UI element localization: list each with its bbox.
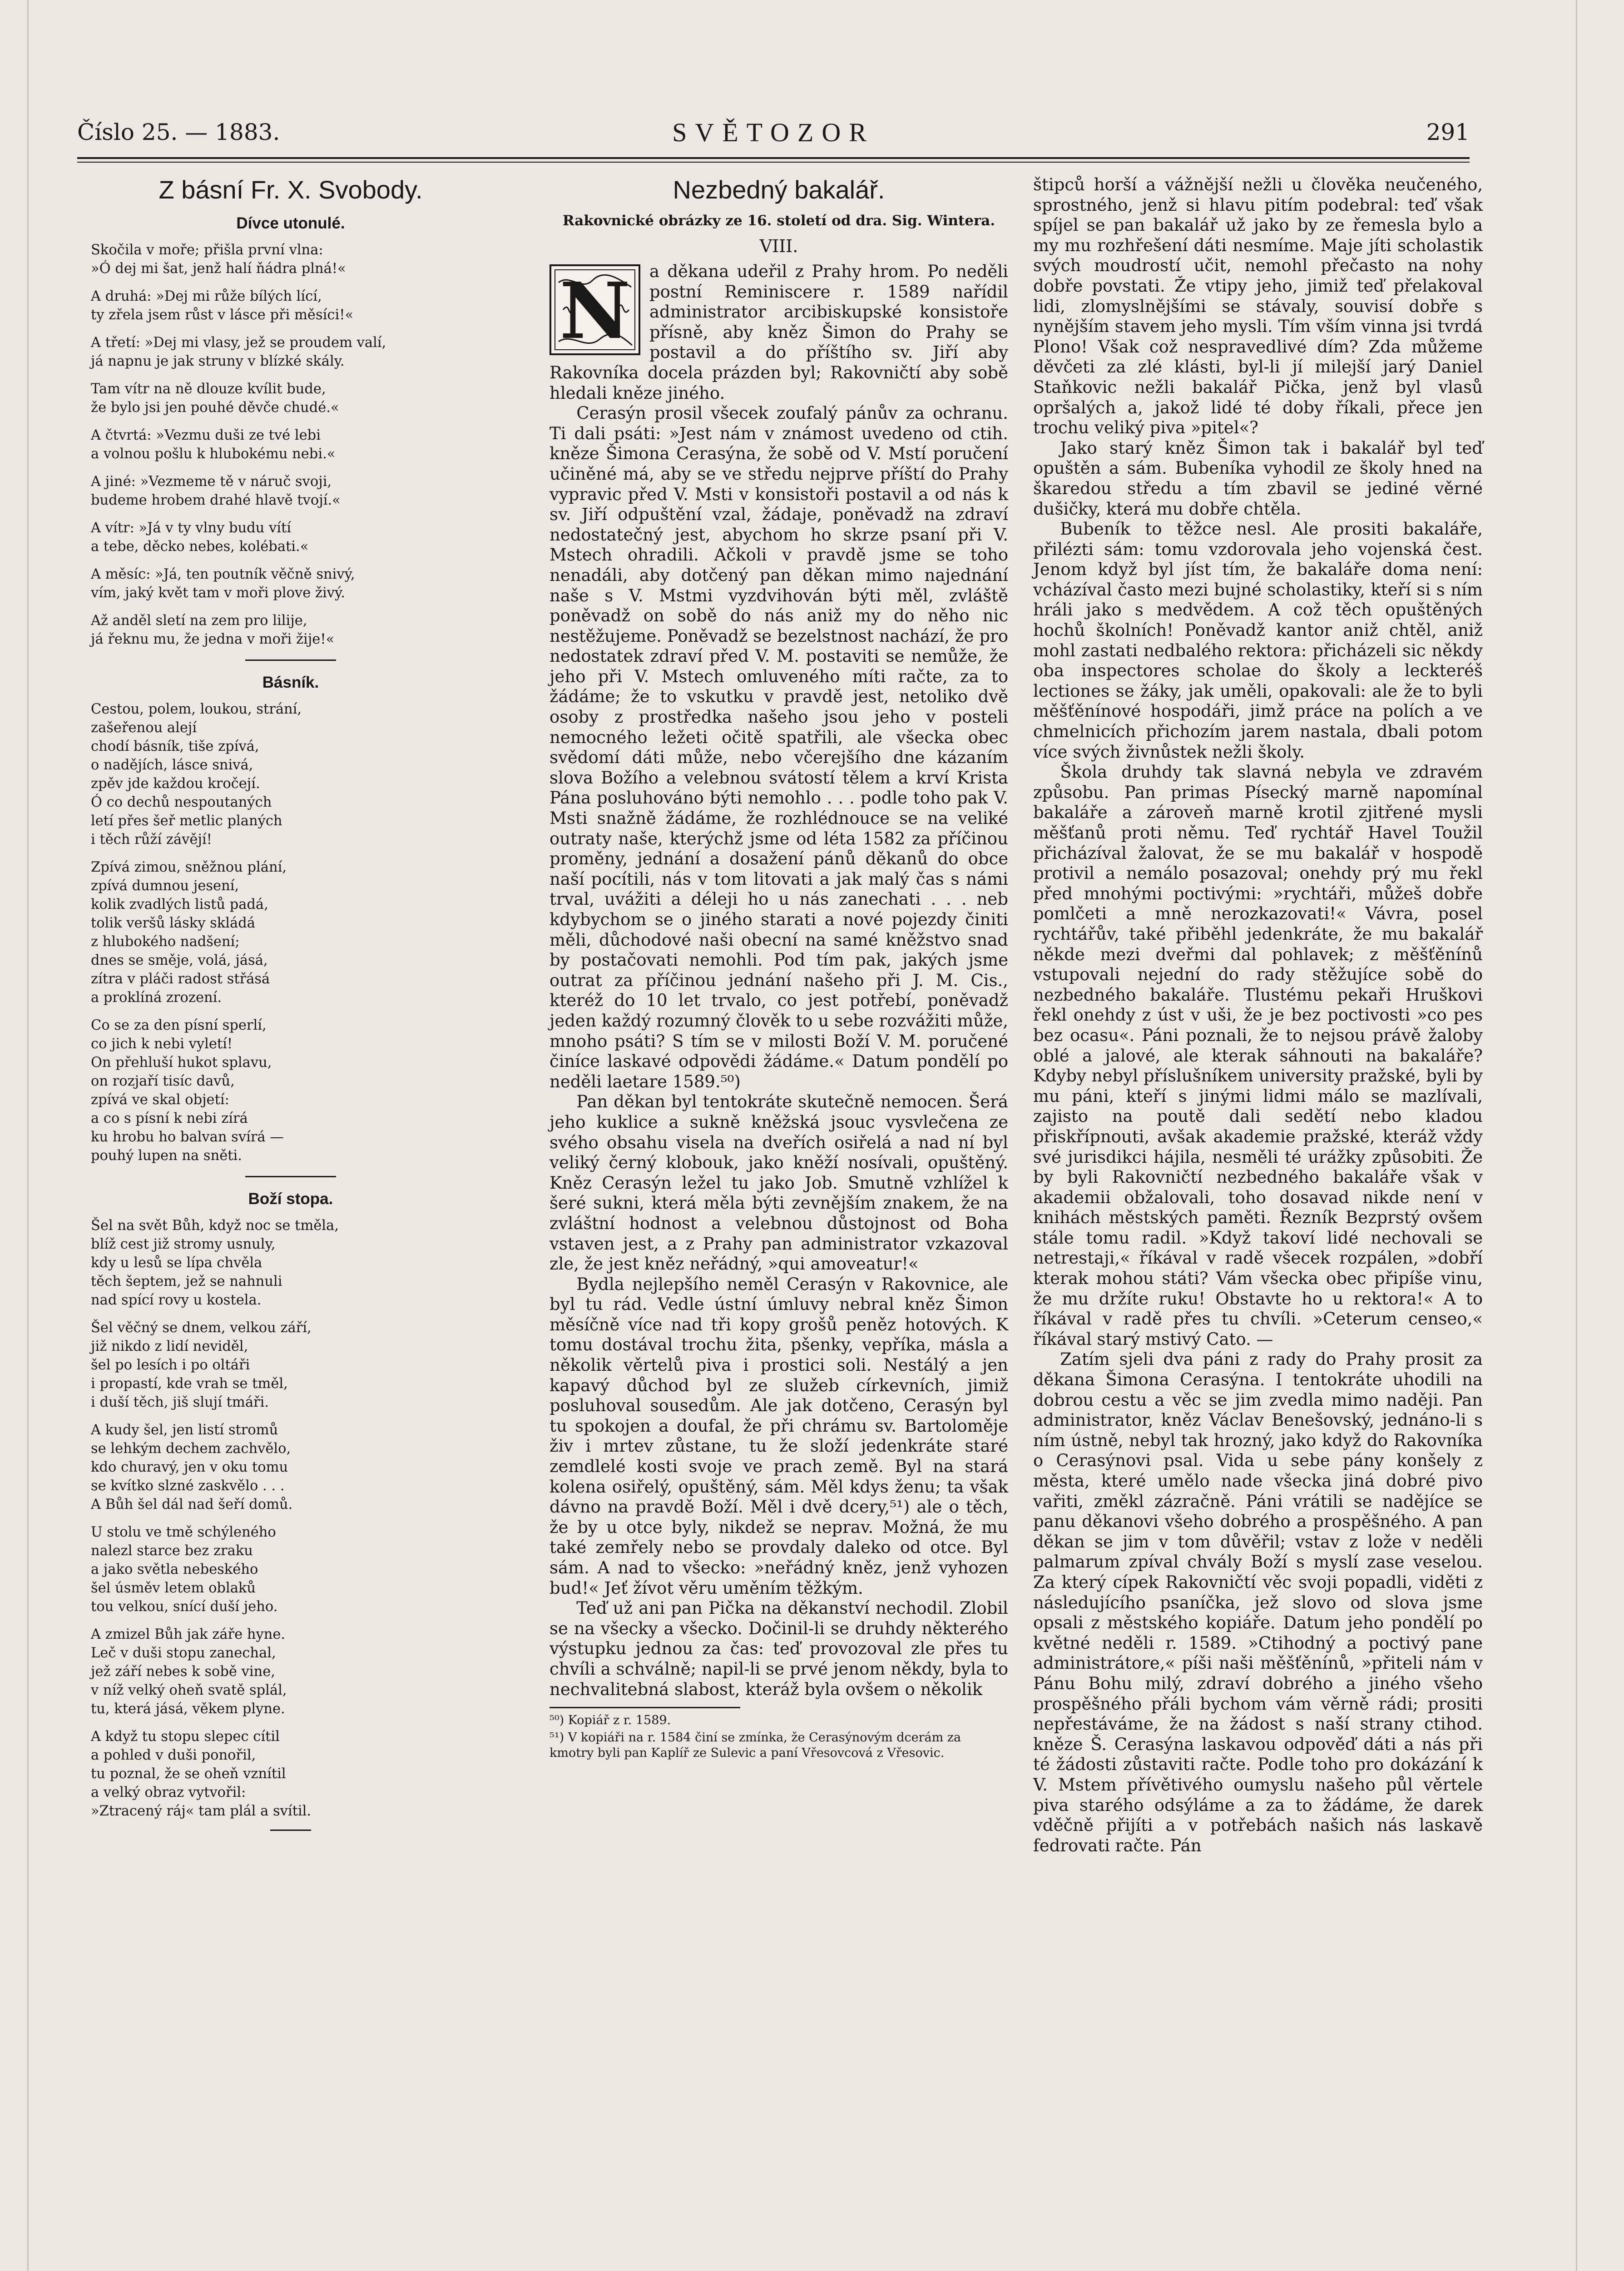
paragraph: Jako starý kněz Šimon tak i bakalář byl teď opuštěn a sám. Bubeníka vyhodil ze školy hned na škaredou středu a tím zbavil se jediné věrné dušičky, která mu dobře chtěla.	[1033, 438, 1483, 519]
magazine-title: SVĚTOZOR	[672, 118, 875, 147]
poem-stanza	[91, 519, 490, 556]
poem-line: On přehluší hukot splavu,	[91, 1055, 272, 1071]
paragraph: a děkana udeřil z Prahy hrom. Po neděli postní Reminiscere r. 1589 nařídil administrator arcibiskupské konsistoře přísně, aby kněz Šimon do Prahy se postavil a do příštího sv. Jiří aby Rakovníka docela prázden byl; Rakovničtí aby sobě hledali kněze jiného.	[550, 262, 1008, 403]
story-text	[550, 262, 1008, 1700]
poem-stanza	[91, 1625, 490, 1718]
poem-line: pouhý lupen na sněti.	[91, 1148, 242, 1164]
poem-title: Dívce utonulé.	[236, 214, 345, 232]
poem-line: blíž cest již stromy usnuly,	[91, 1236, 276, 1252]
poem-line: ty zřela jsem růst v lásce při měsíci!«	[91, 307, 354, 323]
page-header	[77, 119, 1470, 155]
poem-line: Skočila v moře; přišla první vlna:	[91, 242, 323, 258]
poem-line: »Ó dej mi šat, jenž halí ňádra plná!«	[91, 261, 346, 277]
poem-line: A vítr: »Já v ty vlny budu vítí	[91, 520, 291, 536]
story-text-continued	[1033, 175, 1483, 1856]
poem-line: tu poznal, že se oheň vznítil	[91, 1766, 286, 1782]
poem-line: Zpívá zimou, sněžnou plání,	[91, 859, 287, 875]
footnote: ⁵⁰) Kopiář z r. 1589.	[550, 1713, 671, 1728]
poem-stanza	[91, 565, 490, 602]
poem-line: A čtvrtá: »Vezmu duši ze tvé lebi	[91, 427, 321, 443]
poem-line: A jiné: »Vezmeme tě v náruč svoji,	[91, 474, 332, 490]
column-story-continued	[1033, 175, 1483, 1856]
poem-line: Co se za den písní sperlí,	[91, 1017, 267, 1033]
poem-line: Šel věčný se dnem, velkou září,	[91, 1320, 312, 1336]
scan-edge-left	[27, 0, 29, 2271]
paragraph: Bubeník to těžce nesl. Ale prositi bakaláře, přilézti sám: tomu vzdorovala jeho vojenská čest. Jenom když byl jíst tím, že bakaláře doma není: vcházíval často mezi bujné scholastiky, kteří si s ním hráli jako s medvědem. A což těch opuštěných hochů školních! Poněvadž kantor aniž chtěl, aniž mohl zastati nedbalého rektora: přicházeli sic někdy oba inspectores scholae do školy a leckteréš lectiones se žáky, jak uměli, opakovali: ale že to byli měšťěnínové hospodáři, jimž práce na polích a ve chmelnicích přichozím jarem nastala, dbali potom více svých živnůstek nežli školy.	[1033, 519, 1483, 762]
poem-line: tolik veršů lásky skládá	[91, 915, 255, 931]
header-rule-bottom	[77, 162, 1470, 163]
poem-line: chodí básník, tiše zpívá,	[91, 739, 259, 754]
poem-stanza	[91, 241, 490, 278]
paragraph: Zatím sjeli dva páni z rady do Prahy prosit za děkana Šimona Cerasýna. I tentokráte uhodili na dobrou cestu a věc se jim zvedla mimo naději. Pan administrator, kněz Václav Benešovský, jednáno-li s ním ústně, nebyl tak hrozný, jako když do Rakovníka o Cerasýnovi psal. Vida u sebe pány konšely z města, které umělo nade všecka jiná dobré pivo vařiti, změkl zázračně. Páni vrátili se nadějíce se panu děkanovi všeho dobrého a prospěšného. A pan děkan se jim v tom důvěřil; vstav z lože v neděli palmarum zpíval chvály Boží s myslí zase veselou. Za který cípek Rakovničtí věc svoji popadli, viděti z následujícího psaníčka, jež slovo od slova jsme opsali z městského kopiáře. Datum jeho pondělí po květné neděli r. 1589. »Ctihodný a poctivý pane administrátore,« píši naši měšťěnínů, »přiteli nám v Pánu Bohu milý, zdraví dobrého a jiného všeho prospěšného přáli bychom vám věrně rádi; prositi nepřestáváme, že na žádost s naší strany ctihod. kněze Š. Cerasýna laskavou odpověď dáti a nás při té žádosti zůstaviti račte. Podle toho pro dokázání k V. Mstem přívětivého oumyslu našeho půl věrtele piva starého odsýláme a za to žádáme, že darek vděčně přijíti a v potřebách našich nás laskavě fedrovati račte. Pán	[1033, 1349, 1483, 1855]
poem-line: Tam vítr na ně dlouze kvílit bude,	[91, 381, 326, 397]
column-poems	[91, 175, 490, 1844]
footnote: ⁵¹) V kopiáři na r. 1584 činí se zmínka, že Cerasýnovým dcerám za kmotry byli pan Kaplíř ze Sulevic a paní Vřesovcová z Vřesovic.	[550, 1731, 961, 1760]
poem-line: se kvítko slzné zaskvělo . . .	[91, 1478, 285, 1494]
poem-title: Básník.	[262, 674, 319, 691]
poem-line: já napnu je jak struny v blízké skály.	[91, 353, 345, 369]
poem-stanza	[91, 611, 490, 649]
poem-line: kolik zvadlých listů padá,	[91, 897, 268, 912]
poem-line: »Ztracený ráj« tam plál a svítil.	[91, 1803, 312, 1819]
poem-line: a pohled v duši ponořil,	[91, 1747, 256, 1763]
poem-line: co jich k nebi vyletí!	[91, 1036, 233, 1052]
poem-stanza	[91, 1216, 490, 1309]
issue-number: Číslo 25. — 1883.	[77, 119, 280, 145]
poem-line: Šel na svět Bůh, když noc se tměla,	[91, 1218, 339, 1234]
paragraph: Bydla nejlepšího neměl Cerasýn v Rakovnice, ale byl tu rád. Vedle ústní úmluvy nebral kněz Šimon měsíčně více nad tři kopy grošů peněz hotových. K tomu dostával trochu žita, pšenky, vepříka, másla a několik věrtelů piva i prostici soli. Nestálý a jen kapavý důchod byl ze služeb církevních, jimiž posluhoval sousedům. Ale jak dotčeno, Cerasýn byl tu spokojen a doufal, že při chrámu sv. Bartoloměje živ i mrtev zůstane, tu že složí jedenkráte staré zemdlelé kosti svoje ve prach země. Byl na stará kolena osiřelý, opuštěný, sám. Měl kdys ženu; ta však dávno na pravdě Boží. Měl i dvě dcery,⁵¹) ale o těch, že by u otce byly, nikdež se neprav. Možná, že mu také zemřely nebo se provdaly daleko od otce. Byl sám. A nad to všecko: »neřádný kněz, jenž vyhozen bud!« Jeť žívot věru uměním těžkým.	[550, 1274, 1008, 1598]
poem-line: A zmizel Bůh jak záře hyne.	[91, 1626, 286, 1642]
poem-line: z hlubokého nadšení;	[91, 934, 240, 950]
poem-stanza	[91, 1421, 490, 1514]
poems-container	[91, 214, 490, 1831]
poem-line: Ó co dechů nespoutaných	[91, 794, 272, 810]
poem-line: letí přes šeř metlic planých	[91, 813, 282, 829]
poem-line: A měsíc: »Já, ten poutník věčně snivý,	[91, 566, 355, 582]
dropcap-ornament	[550, 264, 640, 355]
poem-line: A třetí: »Dej mi vlasy, jež se proudem valí,	[91, 335, 386, 351]
story-subtitle: Rakovnické obrázky ze 16. století od dra. Sig. Wintera.	[562, 213, 995, 229]
paragraph: Škola druhdy tak slavná nebyla ve zdravém způsobu. Pan primas Písecký marně napomínal bakaláře a zároveň marně krotil zjitřené mysli měšťanů proti němu. Teď rychtář Havel Toužil přicházíval žalovat, že se mu bakalář v hospodě protivil a nemálo posazoval; onehdy prý mu řekl před mnohými poctivými: »rychtáři, můžeš dobře pomlčeti a mně nerozkazovati!« Vávra, posel rychtářův, také přiběhl jedenkráte, že mu bakalář někde mezi dveřmi dal pohlavek; z měšťěnínů vstupovali nejední do rady stěžujíce sobě do nezbedného bakaláře. Tlustému pekaři Hruškovi řekl onehdy z úst v uši, že je bez poctivosti »co pes bez ocasu«. Páni poznali, že to nejsou právě žaloby oblé a jalové, ale kterak sáhnouti na bakaláře? Kdyby nebyl příslušníkem university pražské, byli by mu páni, kteří s jinými lidmi málo se mazlívali, zajisto na poutě dali sedětí nebo kladou přiskřípnouti, avšak akademie pražské, kteráž vždy své jurisdikci hájila, nesměli té urážky způsobiti. Že by byli Rakovničtí nezbedného bakaláře však v akademii obžalovali, toho dosavad nikde není v knihách městských paměti. Řezník Bezprstý ovšem stále tomu radil. »Když takoví lidé nechovali se netrestaji,« říkával v radě všecek rozpálen, »dobří kterak mohou státi? Vám všecka obec připíše vinu, že mu držíte ruku! Obstavte ho u rektora!« A to říkával v radě přes tu chvíli. »Ceterum censeo,« říkával starý mstivý Cato. —	[1033, 762, 1483, 1349]
poem-line: A když tu stopu slepec cítil	[91, 1729, 280, 1745]
poem-stanza	[91, 380, 490, 417]
poem-line: již nikdo z lidí neviděl,	[91, 1339, 248, 1354]
footnote-rule	[550, 1707, 740, 1713]
scan-edge-right	[1576, 0, 1577, 2271]
poem-line: nalezl starce bez zraku	[91, 1543, 253, 1559]
poem-line: tu, která jásá, věkem plyne.	[91, 1701, 285, 1717]
poem-line: kdo churavý, jen v oku tomu	[91, 1459, 288, 1475]
poem-line: zašeřenou alejí	[91, 720, 197, 736]
paragraph: Teď už ani pan Pička na děkanství nechodil. Zlobil se na všecky a všecko. Dočinil-li se druhdy některého výstupku jednou za čas: teď provozoval zle přes tu chvíli a schválně; napil-li se prvé jenom někdy, byla to nechvalitebná slabost, kteráž byla ovšem o několik	[550, 1598, 1008, 1699]
poem-line: kdy u lesů se lípa chvěla	[91, 1255, 262, 1271]
poem-line: U stolu ve tmě schýleného	[91, 1524, 276, 1540]
header-rule-top	[77, 157, 1470, 159]
poem-line: ku hrobu ho balvan svírá —	[91, 1129, 284, 1145]
poem-line: zpívá dumnou jesení,	[91, 878, 239, 894]
poem-stanza	[91, 426, 490, 463]
paragraph: Cerasýn prosil všecek zoufalý pánův za ochranu. Ti dali psáti: »Jest nám v známost uvedeno od ctih. kněze Šimona Cerasýna, že sobě od V. Mstí poručení učiněné má, aby se ve středu nejprve příští do Prahy vypravic před V. Msti v konsistoři postavil a od nás k sv. Jiří odpuštění vzal, žádaje, poněvadž na zdraví nedostatečný jest, abychom ho skrze psaní při V. Mstech ohradili. Ačkoli v pravdě jsme se toho nenadáli, aby dotčený pan děkan mimo najednání naše s V. Mstmi vyzdvihován býti měl, zvláště poněvadž on sobě do nás aniž my do něho nic nestěžujeme. Poněvadž se bezelstnost nachází, že pro nedostatek zdraví před V. M. postaviti se nemůže, že jeho při V. Mstech omluveného míti račte, za to žádáme; že to vskutku v pravdě jest, netoliko dvě osoby z prostředka našeho jsou jeho v posteli nemocného ležeti očitě spatřili, ale všecka obec svědomí dáti může, nebo včerejšího dne kázaním slova Božího a velebnou svátostí tělem a krví Krista Pána posluhováno býti nemohlo . . . podle toho pak V. Msti snažně žádáme, že rozhlédnouce se na veliké outraty naše, kterýchž jsme od léta 1582 za příčinou proměny, jednání a dosažení pánů děkanů do obce naší pocítili, nás v tom litovati a jak malý čas s námi trval, uvážiti a déleji ho u nás zanechati . . . neb kdybychom se o jiného starati a nové pojezdy činiti měli, důchodové naši obecní na samé kněžstvo snad by postačovati nemohli. Pod tím pak, jakých jsme outrat za příčinou jednání našeho při J. M. Cis., kteréž do 10 let trvalo, co jest potřebí, poněvadž jeden každý rozumný člověk to u sebe rozvážiti může, mnoho psáti? S tím se v milosti Boží V. M. poručené činíce laskavé odpovědi žádáme.« Datum pondělí po neděli laetare 1589.⁵⁰)	[550, 403, 1008, 1091]
poem-line: se lehkým dechem zachvělo,	[91, 1441, 291, 1457]
poem-stanza	[91, 858, 490, 1007]
poem-title: Boží stopa.	[248, 1190, 333, 1208]
poems-section-title: Z básní Fr. X. Svobody.	[158, 175, 423, 204]
poem-line: Leč v duši stopu zanechal,	[91, 1645, 276, 1661]
poem-line: já řeknu mu, že jedna v moři žije!«	[91, 631, 335, 647]
poem-line: A Bůh šel dál nad šeří domů.	[91, 1497, 293, 1512]
poem-line: šel po lesích i po oltáři	[91, 1357, 250, 1373]
section-divider	[245, 1176, 336, 1177]
poem-line: Cestou, polem, loukou, strání,	[91, 701, 302, 717]
poem-line: že bylo jsi jen pouhé děvče chudé.«	[91, 400, 339, 416]
poem-stanza	[91, 1523, 490, 1616]
poem-line: a proklíná zrození.	[91, 990, 222, 1006]
poem-line: zpívá ve skal objetí:	[91, 1092, 229, 1108]
poem-stanza	[91, 1727, 490, 1820]
page-number: 291	[1426, 119, 1470, 145]
poem-line: zpěv jde každou kročejí.	[91, 776, 260, 792]
poem-line: těch šeptem, jež se nahnuli	[91, 1274, 282, 1289]
poem-line: i duší těch, jiš slují tmáři.	[91, 1394, 269, 1410]
poem-stanza	[91, 1319, 490, 1412]
poem-line: jež září nebes k sobě vine,	[91, 1664, 276, 1680]
poem-line: budeme hrobem drahé hlavě tvojí.«	[91, 492, 341, 508]
poem-line: i těch růží závějí!	[91, 832, 212, 848]
section-divider	[245, 659, 336, 661]
poem-line: i propastí, kde vrah se tměl,	[91, 1376, 288, 1392]
paragraph: Pan děkan byl tentokráte skutečně nemocen. Šerá jeho kuklice a sukně kněžská jsouc vysvlečena ze svého obsahu visela na dveřích osiřelá a nad ní byl veliký černý klobouk, jako kněží nosívali, opuštěný. Kněz Cerasýn ležel tu jako Job. Smutně vzhlížel k šeré sukni, která měla býti zevnějším znakem, že na zvláštní hodnost a velebnou důstojnost od Boha vstaven jest, a z Prahy pan administrator vzkazoval zle, že jest kněz neřádný, »qui amoveatur!«	[550, 1092, 1008, 1274]
poem-line: o nadějích, lásce snivá,	[91, 757, 253, 773]
column-story-start	[550, 175, 1008, 1763]
poem-stanza	[91, 333, 490, 371]
poem-line: A kudy šel, jen listí stromů	[91, 1422, 278, 1438]
chapter-number: VIII.	[759, 236, 798, 256]
poem-stanza	[91, 1016, 490, 1165]
svg-text:N: N	[559, 266, 630, 355]
poem-line: vím, jaký květ tam v moři plove živý.	[91, 585, 345, 601]
story-title: Nezbedný bakalář.	[673, 175, 885, 204]
poem-line: nad spící rovy u kostela.	[91, 1292, 262, 1308]
footnotes	[550, 1713, 1008, 1761]
poem-line: a co s písní k nebi zírá	[91, 1111, 248, 1126]
poem-line: a velký obraz vytvořil:	[91, 1785, 246, 1800]
paragraph: štipců horší a vážnější nežli u člověka neučeného, sprostného, jenž si hlavu pitím podebral: teď však spíjel se pan bakalář už jako by ze řemesla bylo a my mu rozhřešení dáti nesmíme. Maje jíti scholastik svých moudrostí učit, nemohl přečasto na nohy dobře povstati. Že vtipy jeho, jimiž teď přelakoval lidi, zlomyslnějšími se stávaly, souvisí dobře s nynějším stavem jeho mysli. Tím vším vinna jsi tvrdá Plono! Však což nespravedlivé dím? Zda můžeme děvčeti za zlé klásti, byl-li jí milejší jarý Daniel Staňkovic nežli bakalář Pička, jenž byl vlasů opršalých a, jakož lidé té doby říkali, přece jen trochu veliký piva »pitel«?	[1033, 175, 1483, 438]
poem-line: zítra v pláči radost střásá	[91, 971, 270, 987]
poem-line: tou velkou, snící duší jeho.	[91, 1599, 278, 1615]
section-divider	[270, 1830, 311, 1831]
poem-line: A druhá: »Dej mi růže bílých lící,	[91, 288, 322, 304]
poem-line: a jako světla nebeského	[91, 1562, 258, 1577]
poem-stanza	[91, 700, 490, 849]
poem-line: a tebe, děcko nebes, kolébati.«	[91, 539, 309, 555]
poem-line: a volnou pošlu k hlubokému nebi.«	[91, 446, 336, 462]
poem-stanza	[91, 472, 490, 510]
poem-line: dnes se směje, volá, jásá,	[91, 952, 268, 968]
poem-line: v níž velký oheň svatě splál,	[91, 1682, 287, 1698]
poem-line: on rozjaří tisíc davů,	[91, 1073, 235, 1089]
poem-line: šel úsměv letem oblaků	[91, 1580, 256, 1596]
poem-line: Až anděl sletí na zem pro lilije,	[91, 613, 307, 629]
poem-stanza	[91, 287, 490, 324]
